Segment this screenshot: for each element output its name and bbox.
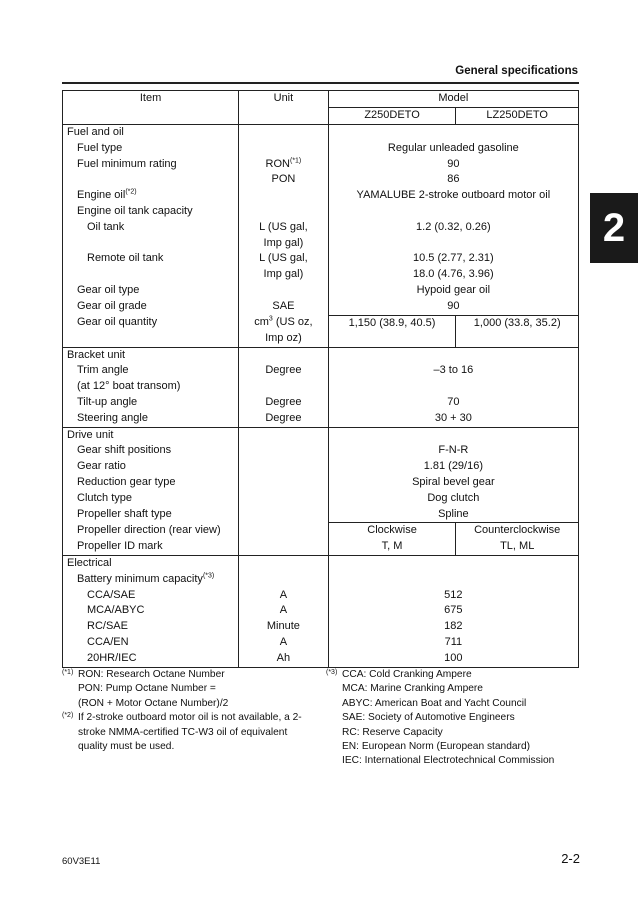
document-code: 60V3E11 — [62, 856, 101, 867]
table-row: RC/SAE Minute 182 — [63, 619, 579, 635]
table-row: Engine oil tank capacity — [63, 204, 579, 220]
footnote-1: (*1) RON: Research Octane Number PON: Pump Octane Number = (RON + Motor Octane Number)/2 — [62, 669, 229, 709]
header-model: Model — [328, 91, 578, 108]
section-title-bracket: Bracket unit — [63, 347, 239, 363]
table-row: Oil tank L (US gal, Imp gal) 1.2 (0.32, 0.26) — [63, 220, 579, 252]
table-row: Gear shift positions F-N-R — [63, 443, 579, 459]
table-row: Gear oil quantity $cm^3$ (US oz, Imp oz) 1,150 (38.9, 40.5) 1,000 (33.8, 35.2) — [63, 315, 579, 347]
table-row: CCA/SAE A 512 — [63, 588, 579, 604]
table-row: CCA/EN A 711 — [63, 635, 579, 651]
page-header-title: General specifications — [455, 65, 578, 77]
table-row — [63, 347, 579, 363]
table-row: 20HR/IEC Ah 100 — [63, 651, 579, 667]
table-row: Clutch type Dog clutch — [63, 491, 579, 507]
footnote-2: (*2) If 2-stroke outboard motor oil is not available, a 2- stroke NMMA-certified TC-W3 oil of equivalent quality must be used. — [62, 712, 302, 753]
table-row: Propeller ID mark T, M TL, ML — [63, 539, 579, 555]
table-row: Propeller shaft type Spline — [63, 507, 579, 523]
table-row: Battery minimum capacity$^{(*3)}$ — [63, 572, 579, 588]
table-row — [63, 556, 579, 572]
section-title-fuel: Fuel and oil — [63, 125, 239, 141]
footnote-3: (*3) CCA: Cold Cranking Ampere MCA: Marine Cranking Ampere ABYC: American Boat and Yacht Council SAE: Society of Automotive Engineers RC: Reserve Capacity EN: European Norm (European standard) IEC: International Electrotechnical Commission — [326, 669, 555, 767]
table-row: Remote oil tank L (US gal, Imp gal) 10.5 (2.77, 2.31) 18.0 (4.76, 3.96) — [63, 251, 579, 283]
table-row: Gear oil grade SAE 90 — [63, 299, 579, 315]
table-row: Engine oil$^{(*2)}$ YAMALUBE 2-stroke outboard motor oil — [63, 188, 579, 204]
specifications-table — [62, 90, 579, 668]
header-unit: Unit — [239, 91, 329, 125]
table-row: Fuel minimum rating $RON^{(*1)}$ 90 — [63, 157, 579, 173]
header-model-a: Z250DETO — [328, 108, 456, 125]
chapter-tab: 2 — [590, 193, 638, 263]
table-row — [63, 427, 579, 443]
page-number: 2-2 — [561, 851, 580, 866]
section-title-electrical: Electrical — [63, 556, 239, 572]
table-row: Steering angle Degree 30 + 30 — [63, 411, 579, 427]
header-item: Item — [63, 91, 239, 125]
footnotes-right — [326, 668, 586, 769]
table-row: Gear oil type Hypoid gear oil — [63, 283, 579, 299]
section-title-drive: Drive unit — [63, 427, 239, 443]
header-divider — [62, 82, 579, 84]
table-row: PON 86 — [63, 172, 579, 188]
table-row: Reduction gear type Spiral bevel gear — [63, 475, 579, 491]
table-row: Propeller direction (rear view) Clockwise Counterclockwise — [63, 523, 579, 539]
header-model-b: LZ250DETO — [456, 108, 579, 125]
table-row: Gear ratio 1.81 (29/16) — [63, 459, 579, 475]
footnotes-left — [62, 668, 324, 754]
table-row: Tilt-up angle Degree 70 — [63, 395, 579, 411]
table-row: Fuel type Regular unleaded gasoline — [63, 141, 579, 157]
table-row: Trim angle (at 12° boat transom) Degree –3 to 16 — [63, 363, 579, 395]
table-row: MCA/ABYC A 675 — [63, 603, 579, 619]
table-row — [63, 125, 579, 141]
table-header-row — [63, 91, 579, 108]
